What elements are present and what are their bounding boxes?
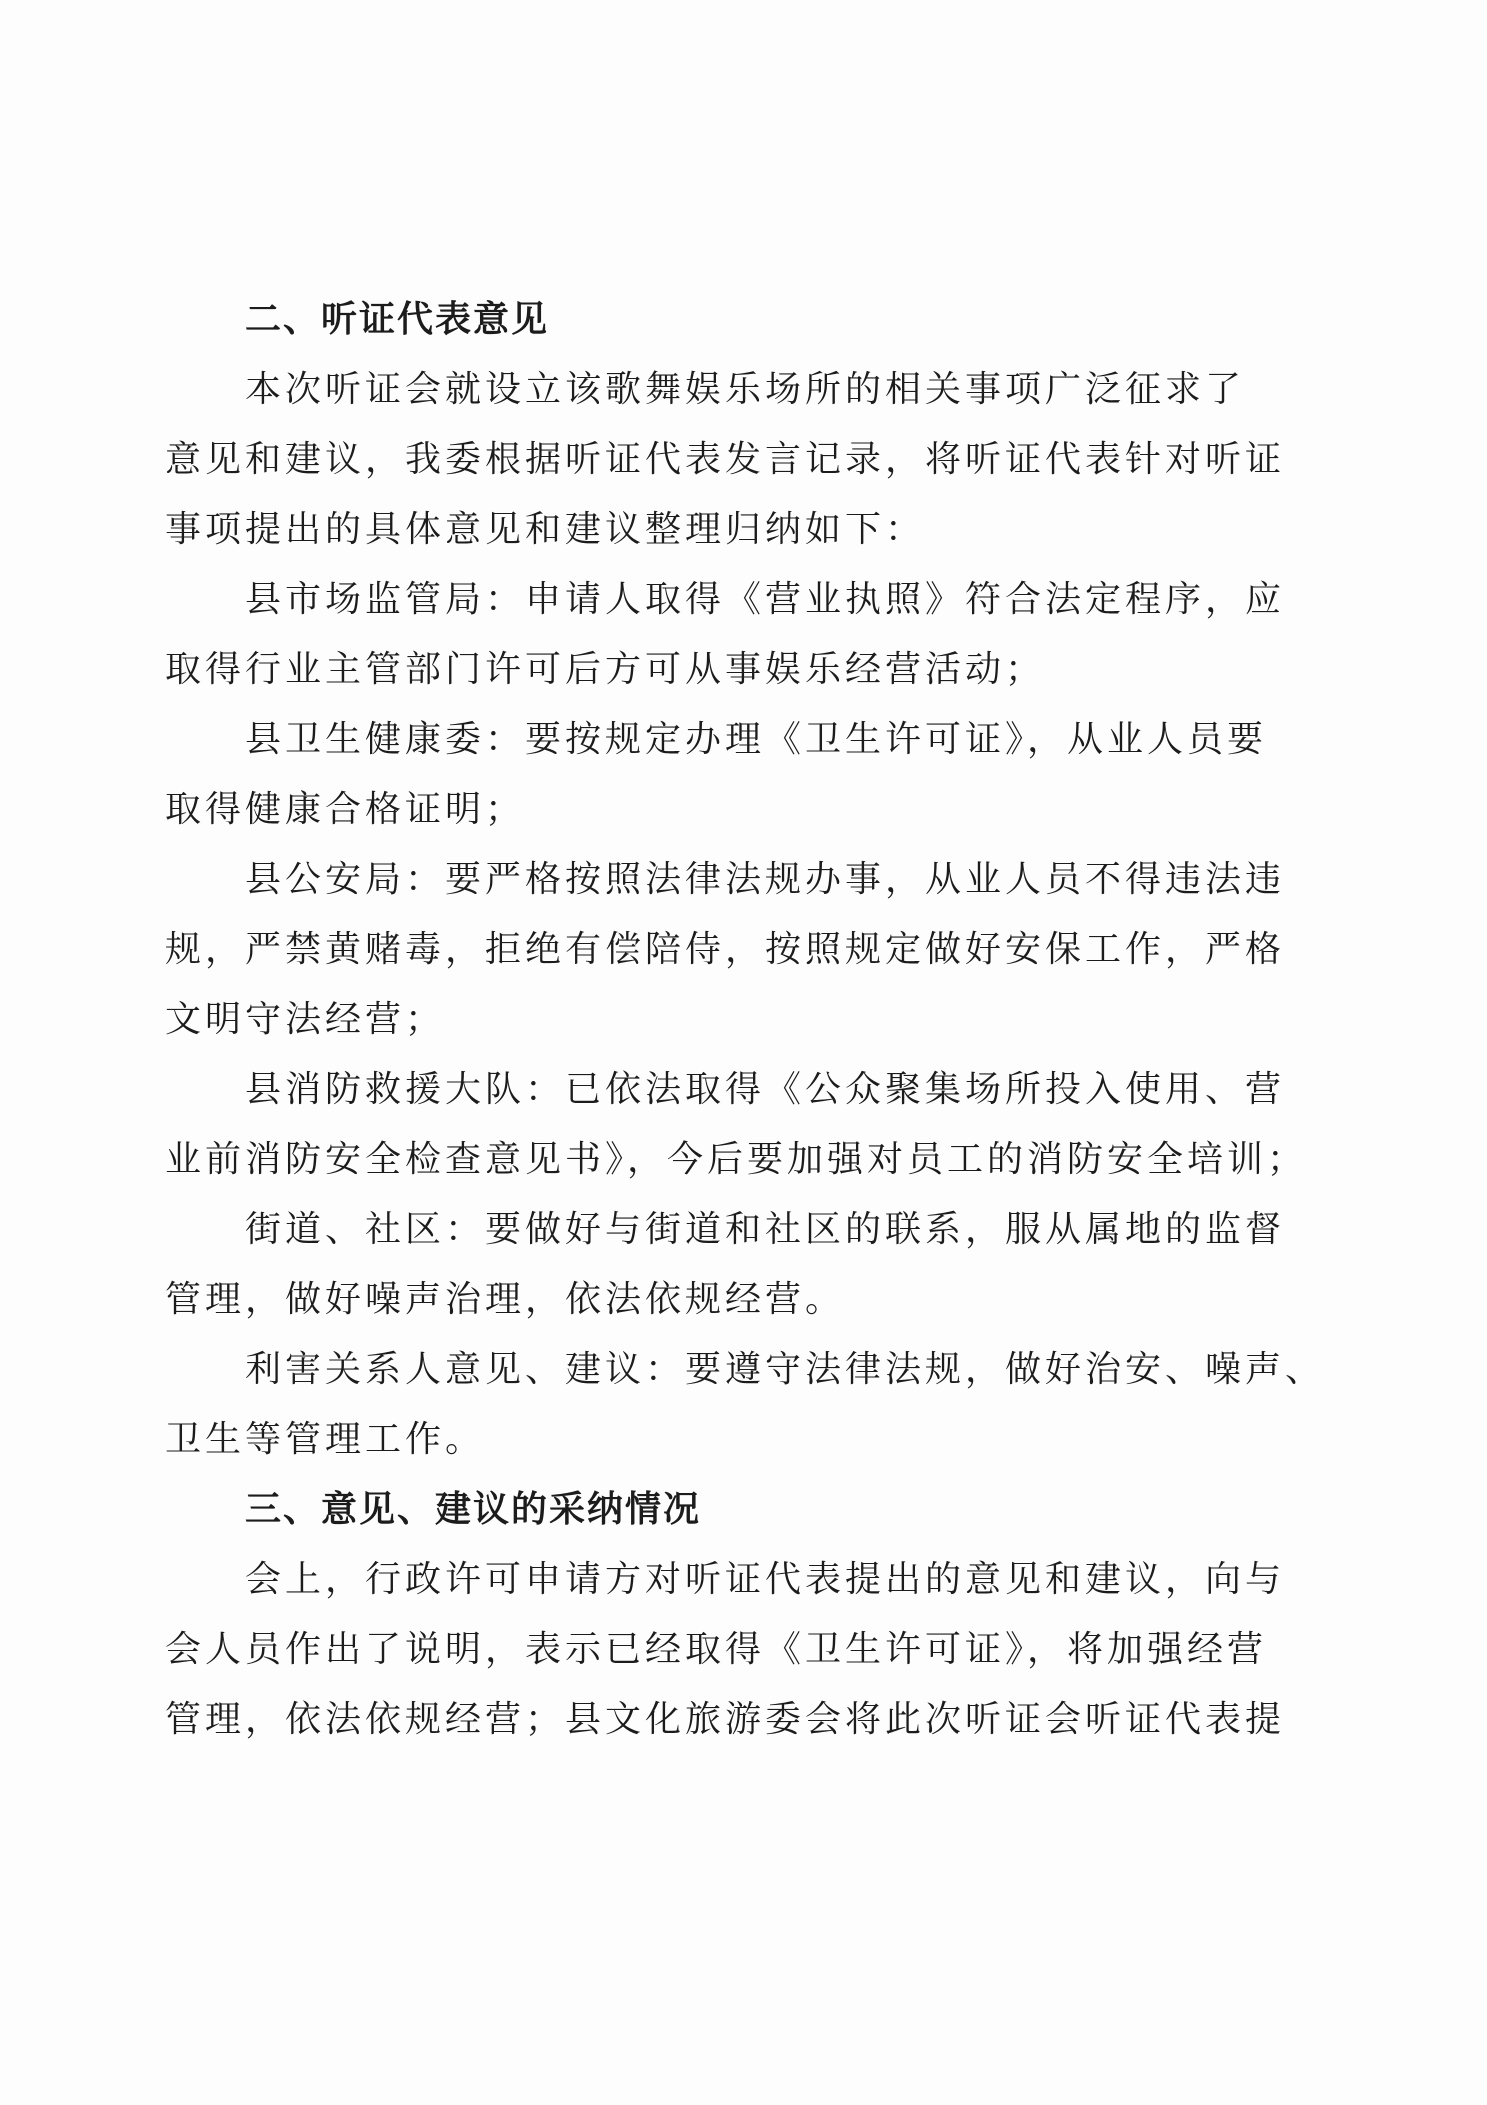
opinion-street-community	[165, 1195, 1286, 1335]
paragraph-line: 会上，行政许可申请方对听证代表提出的意见和建议，向与	[245, 1559, 1286, 1600]
section-heading-adoption: 三、意见、建议的采纳情况	[245, 1489, 702, 1530]
paragraph-line: 卫生等管理工作。	[165, 1419, 486, 1460]
paragraph-line: 取得健康合格证明；	[165, 789, 526, 830]
paragraph-line: 意见和建议，我委根据听证代表发言记录，将听证代表针对听证	[165, 439, 1286, 480]
paragraph-line: 管理，做好噪声治理，依法依规经营。	[165, 1279, 846, 1320]
paragraph-line: 规，严禁黄赌毒，拒绝有偿陪侍，按照规定做好安保工作，严格	[165, 929, 1286, 970]
paragraph-line: 县公安局：要严格按照法律法规办事，从业人员不得违法违	[245, 859, 1286, 900]
paragraph-line: 取得行业主管部门许可后方可从事娱乐经营活动；	[165, 649, 1046, 690]
paragraph-line: 县消防救援大队：已依法取得《公众聚集场所投入使用、营	[245, 1069, 1286, 1110]
paragraph-line: 文明守法经营；	[165, 999, 446, 1040]
paragraph-line: 本次听证会就设立该歌舞娱乐场所的相关事项广泛征求了	[245, 369, 1246, 410]
paragraph-line: 县市场监管局：申请人取得《营业执照》符合法定程序，应	[245, 579, 1286, 620]
opinion-health-commission	[165, 705, 1268, 845]
paragraph-line: 街道、社区：要做好与街道和社区的联系，服从属地的监督	[245, 1209, 1286, 1250]
intro-paragraph	[165, 355, 1286, 565]
section-heading-hearing-opinions: 二、听证代表意见	[245, 299, 550, 340]
opinion-stakeholders	[165, 1335, 1326, 1475]
paragraph-line: 利害关系人意见、建议：要遵守法律法规，做好治安、噪声、	[245, 1349, 1326, 1390]
paragraph-line: 业前消防安全检查意见书》，今后要加强对员工的消防安全培训；	[165, 1139, 1308, 1180]
paragraph-line: 县卫生健康委：要按规定办理《卫生许可证》，从业人员要	[245, 719, 1268, 760]
paragraph-line: 事项提出的具体意见和建议整理归纳如下：	[165, 509, 926, 550]
adoption-paragraph	[165, 1545, 1286, 1755]
opinion-fire-rescue	[165, 1055, 1308, 1195]
opinion-public-security	[165, 845, 1286, 1055]
paragraph-line: 会人员作出了说明，表示已经取得《卫生许可证》，将加强经营	[165, 1629, 1268, 1670]
opinion-market-regulation	[165, 565, 1286, 705]
paragraph-line: 管理，依法依规经营；县文化旅游委会将此次听证会听证代表提	[165, 1699, 1286, 1740]
document-body	[165, 285, 1326, 1755]
